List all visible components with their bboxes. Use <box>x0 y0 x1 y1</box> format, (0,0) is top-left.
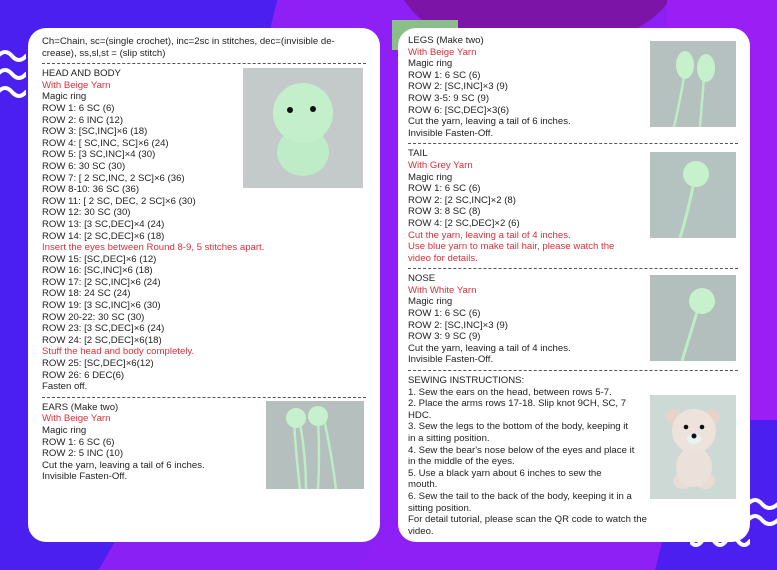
tail-photo <box>650 152 736 238</box>
wave-decoration-right <box>748 496 777 536</box>
instruction-line: ROW 11: [ 2 SC, DEC, 2 SC]×6 (30) <box>42 195 196 207</box>
instruction-line: ROW 26: 6 DEC(6) <box>42 369 125 381</box>
instruction-line: ROW 15: [SC,DEC]×6 (12) <box>42 253 157 265</box>
instruction-line: ROW 6: 30 SC (30) <box>42 160 126 172</box>
instruction-line: Invisible Fasten-Off. <box>408 354 494 366</box>
legs-section <box>408 35 738 139</box>
tail-note: video for details. <box>408 252 478 264</box>
yarn-color: With Grey Yarn <box>408 159 473 171</box>
instruction-line: Cut the yarn, leaving a tail of 6 inches. <box>408 116 571 128</box>
ears-section <box>42 402 366 483</box>
instruction-line: ROW 16: [SC,INC]×6 (18) <box>42 265 153 277</box>
instruction-line: ROW 19: [3 SC,INC]×6 (30) <box>42 300 161 312</box>
instruction-line: ROW 2: 5 INC (10) <box>42 448 124 460</box>
instruction-line: Invisible Fasten-Off. <box>42 471 128 483</box>
instruction-line: ROW 25: [SC,DEC]×6(12) <box>42 358 154 370</box>
instruction-line: ROW 2: [SC,INC]×3 (9) <box>408 81 508 93</box>
instruction-line: Magic ring <box>42 425 87 436</box>
instruction-line: Magic ring <box>408 296 453 308</box>
instruction-line: ROW 23: [3 SC,DEC]×6 (24) <box>42 323 165 335</box>
instruction-line: ROW 12: 30 SC (30) <box>42 207 131 219</box>
yarn-color: With Beige Yarn <box>42 79 111 91</box>
sewing-step: 1. Sew the ears on the head, between rows 5-7. <box>408 386 612 398</box>
left-pattern-panel <box>28 28 380 542</box>
section-title: EARS (Make two) <box>42 401 119 413</box>
divider <box>408 370 738 371</box>
abbreviations-legend: Ch=Chain, sc=(single crochet), inc=2sc in stitches, dec=(invisible de-crease), ss,sl,st = (slip stitch) <box>42 36 335 59</box>
instruction-line: ROW 18: 24 SC (24) <box>42 288 131 300</box>
tail-note: Use blue yarn to make tail hair, please watch the <box>408 241 615 253</box>
head-body-photo <box>243 68 363 188</box>
instruction-line: Cut the yarn, leaving a tail of 6 inches. <box>42 459 205 471</box>
section-title: NOSE <box>408 273 436 285</box>
instruction-line: ROW 1: 6 SC (6) <box>42 436 115 448</box>
instruction-line: ROW 4: [ SC,INC, SC]×6 (24) <box>42 137 169 149</box>
wave-decoration-left <box>0 48 26 104</box>
instruction-line: Cut the yarn, leaving a tail of 4 inches. <box>408 342 571 354</box>
instruction-line: Magic ring <box>408 171 453 183</box>
instruction-line: ROW 8-10: 36 SC (36) <box>42 184 140 196</box>
instruction-line: ROW 3-5: 9 SC (9) <box>408 92 490 104</box>
section-title: TAIL <box>408 148 428 160</box>
instruction-line: ROW 6: [SC,DEC]×3(6) <box>408 104 510 116</box>
nose-photo <box>650 275 736 361</box>
instruction-line: ROW 1: 6 SC (6) <box>408 69 481 81</box>
sewing-step: 6. Sew the tail to the back of the body, keeping it in a sitting position. <box>408 490 632 514</box>
instruction-line: Fasten off. <box>42 381 88 393</box>
section-title: HEAD AND BODY <box>42 68 121 80</box>
divider <box>42 63 366 64</box>
instruction-line: ROW 7: [ 2 SC,INC, 2 SC]×6 (36) <box>42 172 185 184</box>
instruction-line: ROW 13: [3 SC,DEC]×4 (24) <box>42 218 165 230</box>
yarn-color: With Beige Yarn <box>42 413 111 425</box>
nose-section <box>408 273 738 366</box>
sewing-step: 2. Place the arms rows 17-18. Slip knot 9CH, SC, 7 HDC. <box>408 398 627 421</box>
note-stuff: Stuff the head and body completely. <box>42 346 195 358</box>
instruction-line: ROW 14: [2 SC,DEC]×6 (18) <box>42 230 165 242</box>
sewing-section <box>408 375 738 537</box>
sewing-step: For detail tutorial, please scan the QR code to watch the video. <box>408 514 647 537</box>
instruction-line: ROW 2: 6 INC (12) <box>42 114 124 126</box>
instruction-line: Invisible Fasten-Off. <box>408 127 494 139</box>
instruction-line: ROW 4: [2 SC,DEC]×2 (6) <box>408 217 520 229</box>
sewing-step: 3. Sew the legs to the bottom of the body, keeping it in a sitting position. <box>408 421 629 444</box>
instruction-line: ROW 2: [SC,INC]×3 (9) <box>408 319 508 331</box>
instruction-line: ROW 20-22: 30 SC (30) <box>42 311 145 323</box>
sewing-step: 5. Use a black yarn about 6 inches to sew the mouth. <box>408 467 602 491</box>
divider <box>42 397 366 398</box>
instruction-line: ROW 1: 6 SC (6) <box>408 183 481 195</box>
instruction-line: ROW 1: 6 SC (6) <box>408 308 481 320</box>
divider <box>408 143 738 144</box>
note-eyes: Insert the eyes between Round 8-9, 5 stitches apart. <box>42 242 265 254</box>
instruction-line: ROW 17: [2 SC,INC]×6 (24) <box>42 276 161 288</box>
instruction-line: ROW 3: [SC,INC]×6 (18) <box>42 126 148 138</box>
divider <box>408 268 738 269</box>
instruction-line: ROW 3: 9 SC (9) <box>408 331 481 343</box>
sewing-step: 4. Sew the bear's nose below of the eyes and place it in the middle of the eyes. <box>408 444 635 468</box>
yarn-color: With Beige Yarn <box>408 46 477 58</box>
instruction-line: ROW 24: [2 SC,DEC]×6(18) <box>42 334 162 346</box>
instruction-line: ROW 3: 8 SC (8) <box>408 206 481 218</box>
ears-photo <box>266 401 364 489</box>
instruction-line: Magic ring <box>408 58 453 70</box>
tail-note: Cut the yarn, leaving a tail of 4 inches. <box>408 229 571 241</box>
section-title: LEGS (Make two) <box>408 35 484 46</box>
instruction-line: ROW 5: [3 SC,INC]×4 (30) <box>42 149 156 161</box>
head-body-section <box>42 68 366 393</box>
section-title: SEWING INSTRUCTIONS: <box>408 375 525 387</box>
yarn-color: With White Yarn <box>408 284 477 296</box>
tail-section <box>408 148 738 264</box>
right-pattern-panel <box>398 28 750 542</box>
instruction-line: Magic ring <box>42 91 87 103</box>
bear-photo <box>650 395 736 499</box>
instruction-line: ROW 1: 6 SC (6) <box>42 102 115 114</box>
legs-photo <box>650 41 736 127</box>
instruction-line: ROW 2: [2 SC,INC]×2 (8) <box>408 194 516 206</box>
